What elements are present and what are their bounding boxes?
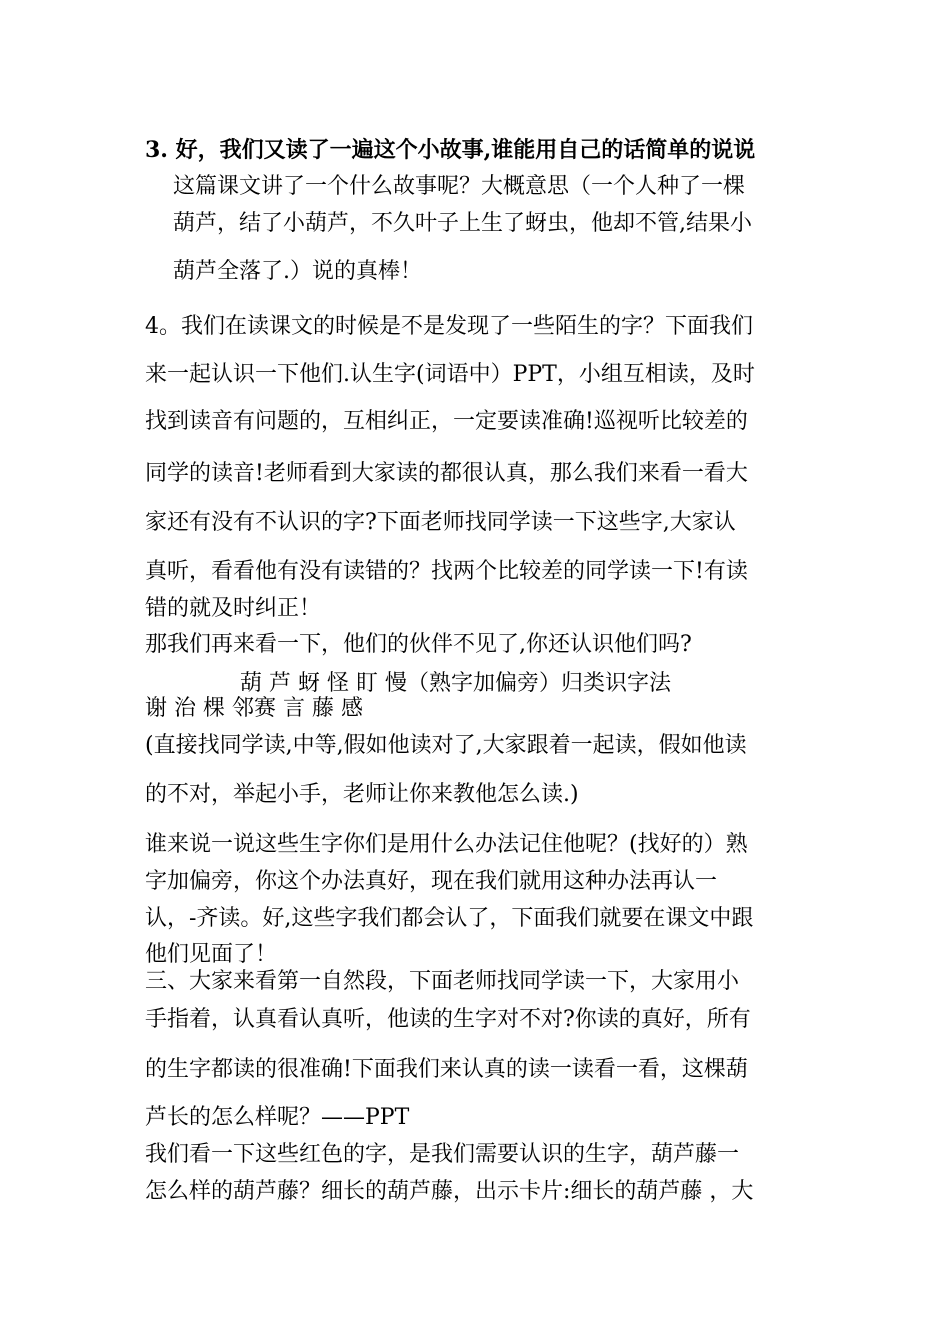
last-para-line-1: 我们看一下这些红色的字，是我们需要认识的生字，葫芦藤一 — [145, 1142, 740, 1167]
section-3-line-4: 芦长的怎么样呢？——PPT — [145, 1105, 410, 1130]
memory-para-line-1: 谁来说一说这些生字你们是用什么办法记住他呢？(找好的）熟 — [145, 832, 748, 857]
paragraph-3-line-3: 葫芦，结了小葫芦，不久叶子上生了蚜虫，他却不管,结果小 — [173, 211, 752, 236]
memory-para-line-3: 认，-齐读。好,这些字我们都会认了，下面我们就要在课文中跟 — [145, 906, 754, 931]
paragraph-4-line-1: 4。我们在读课文的时候是不是发现了一些陌生的字？下面我们 — [145, 314, 753, 339]
paragraph-4-line-6: 真听，看看他有没有读错的？找两个比较差的同学读一下!有读 — [145, 559, 748, 584]
paragraph-3-line-4: 葫芦全落了.）说的真棒！ — [173, 259, 422, 284]
note-line-2: 的不对，举起小手，老师让你来教他怎么读.) — [145, 782, 579, 807]
section-3-line-1: 三、大家来看第一自然段，下面老师找同学读一下，大家用小 — [145, 969, 740, 994]
paragraph-4-line-5: 家还有没有不认识的字?下面老师找同学读一下这些字,大家认 — [145, 510, 736, 535]
paragraph-4-line-7: 错的就及时纠正！ — [145, 596, 322, 621]
memory-para-line-2: 字加偏旁，你这个办法真好，现在我们就用这种办法再认一 — [145, 869, 718, 894]
section-3-line-3: 的生字都读的很准确!下面我们来认真的读一读看一看，这棵葫 — [145, 1057, 748, 1082]
paragraph-4-line-2: 来一起认识一下他们.认生字(词语中）PPT，小组互相读，及时 — [145, 362, 755, 387]
paragraph-4-line-4: 同学的读音!老师看到大家读的都很认真，那么我们来看一看大 — [145, 461, 748, 486]
paragraph-4-line-3: 找到读音有问题的，互相纠正，一定要读准确!巡视听比较差的 — [145, 409, 748, 434]
paragraph-3-line-1: 3. 好，我们又读了一遍这个小故事,谁能用自己的话简单的说说 — [145, 137, 756, 163]
question-line: 那我们再来看一下，他们的伙伴不见了,你还认识他们吗? — [145, 632, 692, 657]
last-para-line-2: 怎么样的葫芦藤？细长的葫芦藤，出示卡片:细长的葫芦藤 ，大 — [145, 1179, 754, 1204]
paragraph-3-line-2: 这篇课文讲了一个什么故事呢？大概意思（一个人种了一棵 — [173, 174, 746, 199]
note-line-1: (直接找同学读,中等,假如他读对了,大家跟着一起读，假如他读 — [145, 733, 747, 758]
memory-para-line-4: 他们见面了！ — [145, 942, 278, 967]
section-3-line-2: 手指着，认真看认真听，他读的生字对不对?你读的真好，所有 — [145, 1007, 751, 1032]
vocab-row-1: 葫 芦 蚜 怪 盯 慢（熟字加偏旁）归类识字法 — [240, 671, 671, 696]
vocab-row-2: 谢 治 棵 邻赛 言 藤 感 — [145, 696, 363, 721]
